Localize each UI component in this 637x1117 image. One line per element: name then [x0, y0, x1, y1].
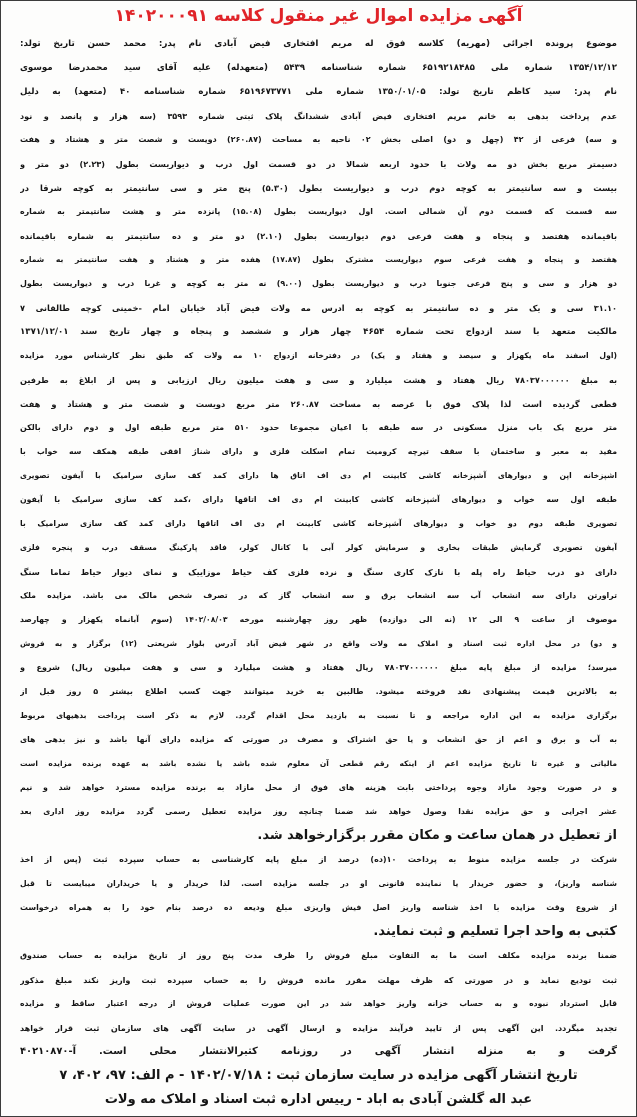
notice-paragraph: [20, 848, 617, 944]
notice-paragraph: [20, 944, 617, 1064]
notice-text-line: به مبلغ ۷۸۰۳۷۰۰۰۰۰۰ ریال هفتاد و هشت میلیارد و سی و هفت میلیون ریال ارزیابی و پس از ابلاغ به طرفین: [20, 375, 617, 385]
notice-paragraph: [20, 32, 617, 848]
notice-text-line: از شروع وقت مزایده با اخذ شناسه واریز اصل فیش واریزی مبلغ ودیعه ده درصد بنام خود را به همراه درخواست: [20, 903, 617, 912]
notice-text-line: سه قسمت که قسمت دوم آن شمالی است. اول دیواریست بطول (۱۵.۰۸) پانزده متر و هشت سانتیمتر به شماره: [20, 207, 617, 216]
notice-paragraphs: [20, 32, 617, 1064]
notice-text-line: به بالاترین قیمت پیشنهادی نقد فروخته میشود. طالبین به خرید میتوانند جهت کسب اطلاع بیشتر ۵ روز قبل از: [20, 687, 617, 696]
notice-text-line: شرکت در جلسه مزایده منوط به پرداخت ۱۰(ده) درصد از مبلغ پایه کارشناسی به حساب سپرده ثبت (پس از اخذ: [20, 855, 617, 864]
notice-text-line: تراورتن دارای سه انشعاب آب سه انشعاب برق و سه انشعاب گاز که در تصرف شخص مالک می باشد. مزایده ملک: [20, 591, 617, 600]
notice-text-line: دارای دو درب حیاط راه پله با نازک کاری سنگ و نرده فلزی کف حیاط موزاییک و نمای دیوار حیاط تماما سنگ: [20, 567, 617, 577]
notice-text-line: تصویری طبقه دوم دو خواب و دیوارهای آشپزخانه کاشی کابینت ام دی اف اتاقها دارای کمد کف سازی سرامیک با: [20, 519, 617, 528]
notice-text-line: هفتصد و پنجاه و هفت فرعی سوم دیواریست مشترک بطول (۱۷.۸۷) هفده متر و هشتاد و هفت سانتیمتر به شماره: [20, 255, 617, 264]
notice-body: [1, 32, 636, 1112]
notice-text-line: عدم پرداخت بدهی به خانم مریم افتخاری فیض آبادی ششدانگ پلاک ثبتی شماره ۳۵۹۳ (سه هزار و پانصد و نود: [20, 111, 617, 121]
signature-line: عبد اله گلشن آبادی به اباد - رییس اداره ثبت اسناد و املاک مه ولات: [104, 1092, 533, 1107]
notice-text-line: موصوف از ساعت ۹ الی ۱۲ (نه الی دوازده) ظهر روز چهارشنبه مورخه ۱۴۰۲/۰۸/۰۳ (سوم آبانماه یکهزار و چهارصد: [20, 615, 617, 624]
notice-title: آگهی مزایده اموال غیر منقول کلاسه ۱۴۰۲۰۰۰۹۱: [114, 6, 523, 26]
notice-text-line: طبقه اول سه خواب و دیوارهای آشپزخانه کاشی کابینت ام دی اف اتاقها دارای ،کمد کف سازی سرامیک با آیفون: [20, 495, 617, 504]
notice-text-line: ۱۳۵۴/۱۲/۱۲ شماره ملی ۶۵۱۹۲۱۸۴۸۵ شماره شناسنامه ۵۴۳۹ (متعهدله) علیه آقای سید محمدرضا موسوی: [20, 63, 617, 73]
notice-text-line: دسیمتر مربع بخش دو مه ولات با حدود اربعه شمالا در دو قسمت اول درب و دیواریست بطول (۲.۲۳) دو متر و: [20, 159, 617, 169]
notice-text-line: نام پدر: سید کاظم تاریخ تولد: ۱۳۵۰/۰۱/۰۵ شماره ملی ۶۵۱۹۶۷۳۷۷۱ شماره شناسنامه ۴۰ (متعهد) به دلیل: [20, 87, 617, 97]
notice-text-line: و سه) فرعی از ۴۲ (چهل و دو) اصلی بخش ۰۲ ناحیه به مساحت (۲۶۰.۸۷) دویست و شصت متر و هشتاد و هفت: [20, 135, 617, 144]
notice-text-line: به آب و برق و اعم از حق انشعاب و یا حق اشتراک و مصرف در صورتی که مزایده دارای آنها باشد و نیز بدهی های: [20, 735, 617, 744]
notice-text-line: برگزاری مزایده به این اداره مراجعه و تا نسبت به بازدید محل اقدام گردد. لازم به ذکر است پرداخت بدهیهای مربوط: [20, 711, 617, 720]
notice-text-line: مفید به معبر و ساختمان با سقف تیرچه کرومیت تمام اسکلت فلزی و دارای شناژ افقی طبقه همکف سه خواب با: [20, 447, 617, 456]
notice-text-line: قابل استرداد نبوده و به حساب خزانه واریز خواهد شد در این صورت عملیات فروش از درجه اعتبار ساقط و مزایده: [20, 999, 617, 1008]
notice-text-line: و دو) در محل اداره ثبت اسناد و املاک مه ولات واقع در شهر فیض آباد آدرس بلوار شریعتی (۱۲) برگزار و به فروش: [20, 639, 617, 648]
notice-text-line: اشپزخانه اپن و دیوارهای آشپزخانه کاشی کابینت ام دی اف اتاق ها دارای کمد کف سازی سرامیک با آیفون تصویری: [20, 471, 617, 480]
notice-text-line: عشر اجرایی و حق مزایده نقدا وصول خواهد شد ضمنا چنانچه روز مزایده تعطیل رسمی گردد مزایده روز اداری بعد: [20, 807, 617, 816]
publication-date-line: تاریخ انتشار آگهی مزایده در سایت سازمان ثبت : ۱۴۰۲/۰۷/۱۸ - م الف: ۹۷، ۴۰۲، ۷: [59, 1068, 578, 1083]
notice-text-line: ۳۱.۱۰ سی و یک متر و ده سانتیمتر به کوچه به ادرس مه ولات فیض آباد خیابان امام -خمینی کوچه طالقانی ۷: [20, 303, 617, 313]
notice-text-line: (اول اسفند ماه یکهزار و سیصد و هفتاد و یک) در دفترخانه ازدواج ۱۰ مه ولات که طبق نظر کارشناس مورد مزایده: [20, 351, 617, 360]
notice-text-line: و در صورت وجود مازاد وجوه پرداختی بابت هزینه های فوق از محل مازاد به برنده مزایده مسترد خواهد شد و نیم: [20, 783, 617, 792]
notice-text-line: باقیمانده هفتصد و پنجاه و هفت فرعی دوم دیواریست بطول (۲.۱۰) دو متر و ده سانتیمتر به شماره باقیمانده: [20, 231, 617, 241]
notice-text-line: از تعطیل در همان ساعت و مکان مقرر برگزارخواهد شد.: [257, 828, 617, 843]
notice-text-line: مالکیت متعهد با سند ازدواج تحت شماره ۴۶۵۴ چهار هزار و ششصد و پنجاه و چهار تاریخ سند ۱۳۷۱/۱۲/۰۱: [20, 327, 617, 337]
notice-text-line: تجدید میگردد. این آگهی پس از تایید فرآیند مزایده و ارسال آگهی در سایت آگهی های سازمان ثبت قرار خواهد: [20, 1023, 617, 1033]
notice-text-line: میرسد؛ مزایده از مبلغ پایه مبلغ ۷۸۰۳۷۰۰۰۰۰۰ ریال هفتاد و هشت میلیارد و سی و هفت میلیون ریال) شروع و: [20, 663, 617, 672]
notice-text-line: مالیاتی و غیره تا تاریخ مزایده اعم از اینکه رقم قطعی آن معلوم شده باشد یا نشده باشد به عهده برنده مزایده است: [20, 759, 617, 768]
notice-text-line: شناسه واریز)، و حضور خریدار یا نماینده قانونی او در جلسه مزایده است. لذا خریدار و یا خریداران میبایست تا قبل: [20, 879, 617, 888]
notice-text-line: گرفت و به منزله انتشار آگهی در روزنامه کثیرالانتشار محلی است. آ-۴۰۲۱۰۸۷۰: [20, 1046, 617, 1057]
notice-text-line: ثبت تودیع نماید و در صورتی که ظرف مهلت مقرر مانده فروش را به حساب سپرده ثبت واریز نکند مبلغ مذکور: [20, 975, 617, 985]
notice-text-line: موضوع پرونده اجرائی (مهریه) کلاسه فوق له مریم افتخاری فیض آبادی نام پدر: محمد حسن تاریخ تولد:: [20, 39, 617, 49]
notice-text-line: ضمنا برنده مزایده مکلف است ما به التفاوت مبلغ فروش را ظرف مدت پنج روز از تاریخ مزایده به حساب صندوق: [20, 951, 617, 960]
notice-text-line: کتبی به واحد اجرا تسلیم و ثبت نمایند.: [373, 924, 617, 939]
notice-text-line: قطعی گردیده است لذا پلاک فوق با عرصه به مساحت ۲۶۰.۸۷ متر مربع دویست و شصت متر و هشتاد و هفت: [20, 399, 617, 409]
notice-text-line: دو هزار و سی و پنج فرعی جنوبا درب و دیواریست بطول (۹.۰۰) نه متر به کوچه و غربا درب و دیواریست بطول: [20, 279, 617, 288]
notice-text-line: آیفون تصویری گرمایش طبقات بخاری و سرمایش کولر آبی با کانال کولر، فاقد پارکینگ مسقف درب و پنجره فلزی: [20, 543, 617, 552]
notice-text-line: بیست و سه سانتیمتر به کوچه دوم درب و دیواریست بطول (۵.۳۰) پنج متر و سی سانتیمتر به کوچه شرقا در: [20, 183, 617, 193]
notice-text-line: متر مربع یک باب منزل مسکونی در سه طبقه با اعیان مجموعا حدود ۵۱۰ متر مربع طبقه اول و دوم دارای بالکن: [20, 423, 617, 432]
